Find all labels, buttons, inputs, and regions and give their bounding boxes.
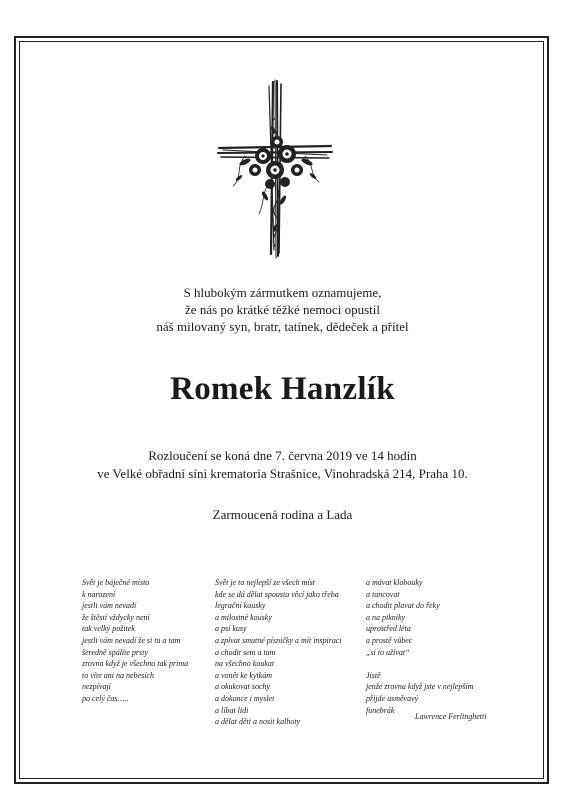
poem-column-1 [82, 577, 188, 705]
floral-cross-icon [215, 78, 335, 260]
poem-line: zrovna když je všechno tak prima [82, 659, 189, 669]
poem-line: jestli vám nevadí [82, 601, 137, 611]
poem-line: a dělat děti a nosit kalhoty [215, 717, 301, 727]
poem-line: šeredně spálíte prsty [82, 647, 148, 657]
intro-line-1: S hlubokým zármutkem oznamujeme, [183, 285, 382, 300]
poem-line: Svět je báječné místo [82, 578, 150, 587]
poem-line: že štěstí vždycky není [82, 612, 150, 622]
poem-column-3 [366, 577, 473, 716]
poem-line: a tancovat [366, 589, 400, 599]
poem-line: Svět je to nejlepší ze všech míst [215, 578, 315, 587]
poem-line: a na pikniky [366, 612, 406, 622]
poem-line: po celý čas….. [82, 693, 129, 703]
poem-line: a psí kusy [215, 624, 247, 634]
poem-line: Jistě [366, 670, 381, 680]
intro-line-2: že nás po krátké těžké nemoci opustil [185, 302, 380, 317]
poem-line: a prostě vůbec [366, 635, 413, 645]
poem-line: k narození [82, 589, 116, 599]
poem-line: a chodit sem a tam [215, 647, 276, 657]
poem-line: a okukovat sochy [215, 682, 271, 692]
poem-line: uprostřed léta [366, 624, 411, 634]
poem-line: a mávat klobouky [366, 578, 423, 587]
poem-line: to víte ani na nebesích [82, 670, 154, 680]
poem-line: legrační kousky [215, 601, 266, 611]
stanza-gap [366, 658, 473, 670]
poem-line: a vonět ke kytkám [215, 670, 273, 680]
ceremony-details [0, 447, 565, 483]
poem-line: a milostné kousky [215, 612, 272, 622]
poem-line: a dokonce i myslet [215, 693, 275, 703]
poem-line: kde se dá dělat spousta věcí jako třeba [215, 589, 339, 599]
ceremony-line-2: ve Velké obřadní síni krematoria Strašnice, Vinohradská 214, Praha 10. [97, 466, 468, 481]
poem-line: nezpívají [82, 682, 111, 692]
poem-line: a chodit plavat do řeky [366, 601, 440, 611]
poem-line: funebrák [366, 705, 395, 715]
poem-line: přijde usměvavý [366, 693, 419, 703]
poem-line: jenže zrovna když jste v nejlepším [366, 682, 474, 692]
ceremony-line-1: Rozloučení se koná dne 7. června 2019 ve 14 hodin [148, 448, 417, 463]
poem-line: tak velký požitek [82, 624, 135, 634]
intro-line-3: náš milovaný syn, bratr, tatínek, dědeček a přítel [156, 319, 409, 334]
poem-line: jestli vám nevadí že si tu a tam [82, 635, 181, 645]
deceased-name: Romek Hanzlík [170, 371, 395, 407]
poem-line: a zpívat smutné písničky a mít inspiraci [215, 635, 342, 645]
poem-line: a líbat lidi [215, 705, 249, 715]
poem-column-2 [215, 577, 342, 728]
announcement-intro [0, 284, 565, 335]
poem-line: na všechno koukat [215, 659, 275, 669]
family-signature: Zarmoucená rodina a Lada [212, 507, 353, 522]
poem-line: „si to užívat“ [366, 647, 410, 657]
poem-author: Lawrence Ferlinghetti [415, 712, 487, 721]
